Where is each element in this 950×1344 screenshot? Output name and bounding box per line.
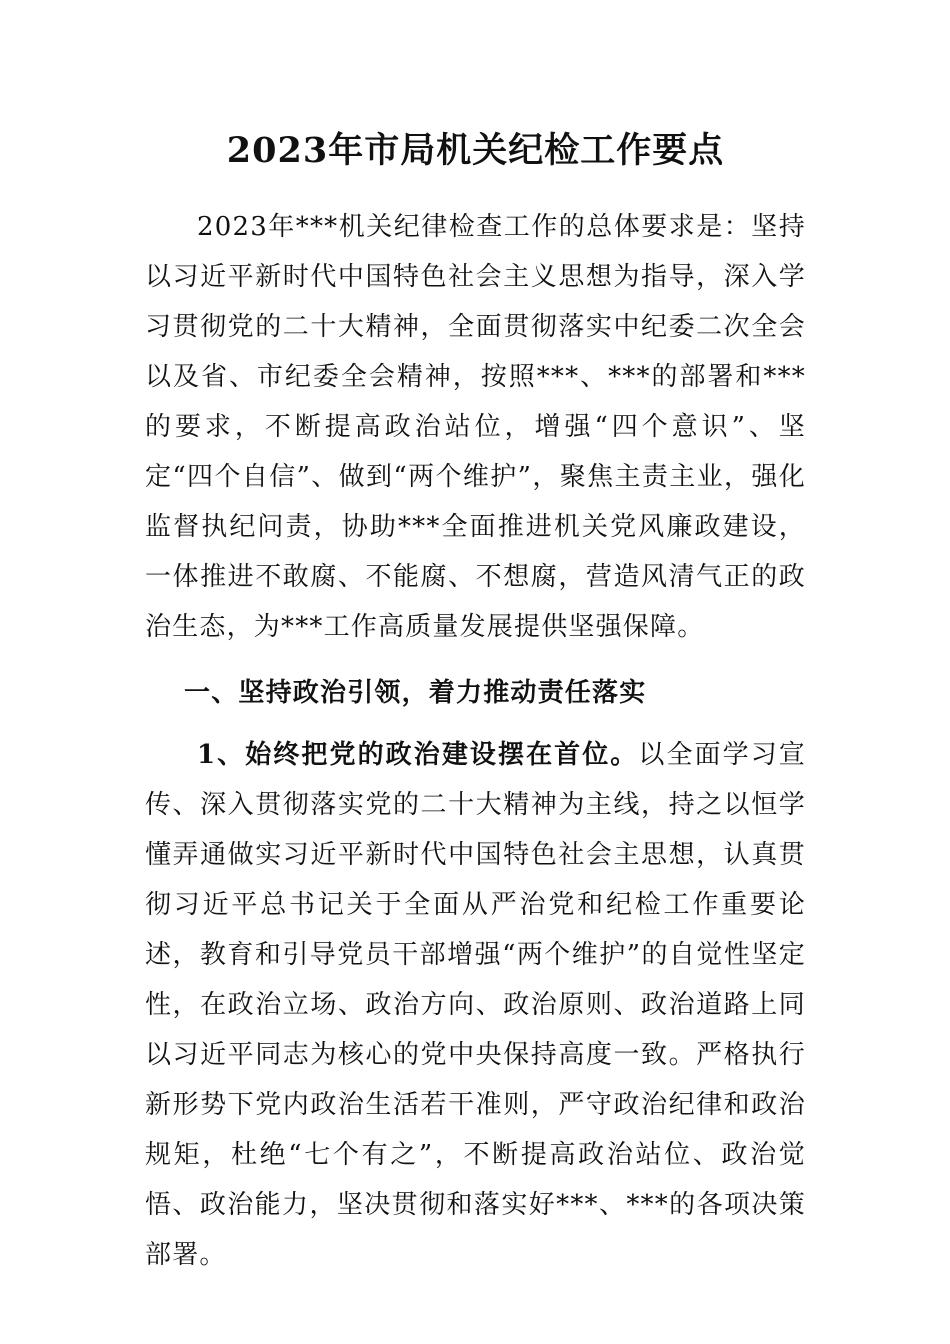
section-heading: 一、坚持政治引领，着力推动责任落实 (184, 678, 647, 708)
intro-paragraph: 2023年***机关纪律检查工作的总体要求是：坚持以习近平新时代中国特色社会主义思想为指导，深入学习贯彻党的二十大精神，全面贯彻落实中纪委二次全会以及省、市纪委全会精神，按照***、***的部署和***的要求，不断提高政治站位，增强“四个意识”、坚定“四个自信”、做到“两个维护”，聚焦主责主业，强化监督执纪问责，协助***全面推进机关党风廉政建设，一体推进不敢腐、不能腐、不想腐，营造风清气正的政治生态，为***工作高质量发展提供坚强保障。 (145, 212, 806, 642)
item-paragraph (145, 730, 806, 1280)
item-lead: 1、始终把党的政治建设摆在首位。 (197, 740, 639, 770)
item-body: 以全面学习宣传、深入贯彻落实党的二十大精神为主线，持之以恒学懂弄通做实习近平新时代中国特色社会主思想，认真贯彻习近平总书记关于全面从严治党和纪检工作重要论述，教育和引导党员干部增强“两个维护”的自觉性坚定性，在政治立场、政治方向、政治原则、政治道路上同以习近平同志为核心的党中央保持高度一致。严格执行新形势下党内政治生活若干准则，严守政治纪律和政治规矩，杜绝“七个有之”，不断提高政治站位、政治觉悟、政治能力，坚决贯彻和落实好***、***的各项决策部署。 (145, 740, 806, 1270)
document-title: 2023年市局机关纪检工作要点 (226, 130, 725, 171)
